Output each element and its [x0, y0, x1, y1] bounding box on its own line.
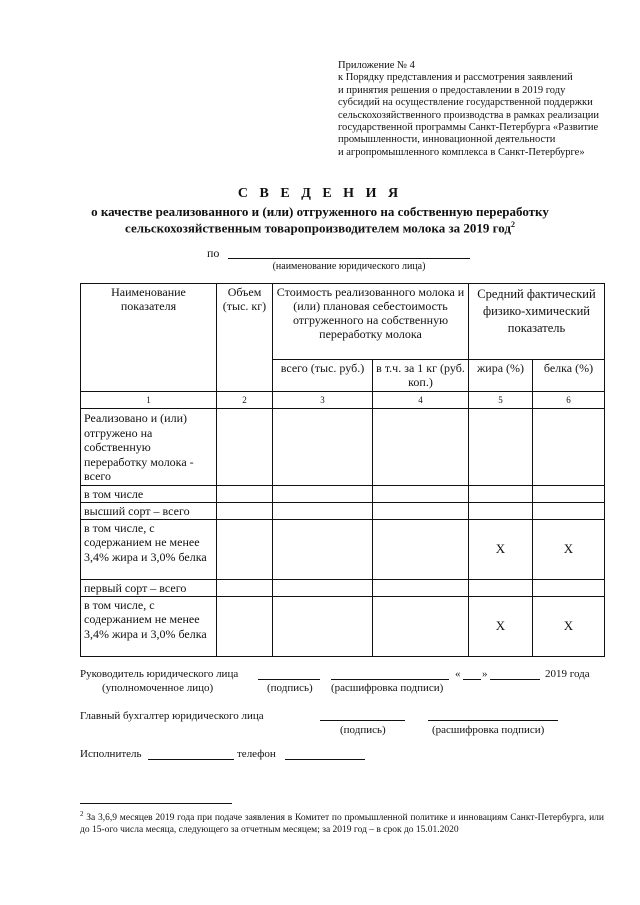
- appendix-block: [338, 60, 638, 159]
- appendix-line: и агропромышленного комплекса в Санкт-Петербурге»: [338, 146, 585, 158]
- table-row: [81, 579, 605, 596]
- col-number: 4: [373, 392, 469, 409]
- footnote-rule: [80, 803, 232, 804]
- date-close-quote: »: [482, 668, 488, 680]
- header-volume: Объем (тыс. кг): [217, 284, 273, 392]
- appendix-line: субсидий на осуществление государственной поддержки: [338, 97, 593, 109]
- col-number: 3: [273, 392, 373, 409]
- appendix-line: сельскохозяйственного производства в рамках реализации: [338, 109, 599, 121]
- data-cell[interactable]: [273, 502, 373, 519]
- date-day-field[interactable]: [463, 679, 481, 680]
- data-cell[interactable]: [217, 596, 273, 656]
- table-row: [81, 409, 605, 486]
- header-protein: белка (%): [533, 360, 605, 392]
- data-cell[interactable]: [373, 409, 469, 486]
- data-cell[interactable]: [533, 502, 605, 519]
- data-cell[interactable]: [217, 579, 273, 596]
- col-number: 1: [81, 392, 217, 409]
- signature-caption: (подпись): [340, 724, 386, 736]
- data-cell[interactable]: [469, 502, 533, 519]
- decode-caption: (расшифровка подписи): [331, 682, 444, 694]
- appendix-line: промышленности, инновационной деятельности: [338, 134, 556, 146]
- subtitle-text: сельскохозяйственным товаропроизводителем молока за 2019 год: [125, 220, 511, 236]
- data-cell[interactable]: [217, 502, 273, 519]
- signature-caption: (подпись): [267, 682, 313, 694]
- row-label: первый сорт – всего: [81, 579, 217, 596]
- data-cell[interactable]: [373, 596, 469, 656]
- data-cell[interactable]: [373, 519, 469, 579]
- data-cell[interactable]: [373, 579, 469, 596]
- data-cell[interactable]: [273, 409, 373, 486]
- row-label: Реализовано и (или) отгружено на собственную переработку молока - всего: [81, 409, 217, 486]
- data-cell[interactable]: [273, 519, 373, 579]
- row-label: в том числе, с содержанием не менее 3,4% жира и 3,0% белка: [81, 596, 217, 656]
- head-sub-label: (уполномоченное лицо): [102, 682, 214, 694]
- data-cell[interactable]: [469, 409, 533, 486]
- data-cell[interactable]: [469, 485, 533, 502]
- col-number: 2: [217, 392, 273, 409]
- data-cell[interactable]: [273, 579, 373, 596]
- data-cell[interactable]: [533, 485, 605, 502]
- x-mark: X: [533, 596, 605, 656]
- row-label: высший сорт – всего: [81, 502, 217, 519]
- date-month-field[interactable]: [490, 679, 540, 680]
- col-number: 6: [533, 392, 605, 409]
- header-cost: Стоимость реализованного молока и (или) плановая себестоимость отгруженного на собственную переработку молока: [273, 284, 469, 360]
- x-mark: X: [469, 519, 533, 579]
- accountant-label: Главный бухгалтер юридического лица: [80, 710, 264, 722]
- data-cell[interactable]: [469, 579, 533, 596]
- data-cell[interactable]: [217, 485, 273, 502]
- appendix-line: и принятия решения о предоставлении в 2019 году: [338, 84, 566, 96]
- milk-quality-table: [80, 283, 605, 657]
- header-fat: жира (%): [469, 360, 533, 392]
- footnote-ref: 2: [510, 220, 515, 229]
- date-open-quote: «: [455, 668, 461, 680]
- table-row: [81, 502, 605, 519]
- date-year: 2019 года: [545, 668, 590, 680]
- accountant-decode-field[interactable]: [428, 720, 558, 721]
- accountant-signature-field[interactable]: [320, 720, 405, 721]
- phone-label: телефон: [237, 748, 276, 760]
- org-prefix: по: [207, 246, 220, 260]
- document-subtitle-line2: [0, 220, 640, 236]
- header-cost-per-kg: в т.ч. за 1 кг (руб. коп.): [373, 360, 469, 392]
- appendix-line: к Порядку представления и рассмотрения заявлений: [338, 72, 573, 84]
- data-cell[interactable]: [273, 596, 373, 656]
- phone-field[interactable]: [285, 759, 365, 760]
- x-mark: X: [533, 519, 605, 579]
- appendix-line: Приложение № 4: [338, 60, 415, 71]
- executor-name-field[interactable]: [148, 759, 234, 760]
- data-cell[interactable]: [533, 409, 605, 486]
- document-subtitle-line1: о качестве реализованного и (или) отгруженного на собственную переработку: [91, 204, 549, 219]
- data-cell[interactable]: [273, 485, 373, 502]
- appendix-line: государственной программы Санкт-Петербурга «Развитие: [338, 122, 599, 134]
- head-signature-field[interactable]: [258, 679, 320, 680]
- data-cell[interactable]: [533, 579, 605, 596]
- data-cell[interactable]: [373, 502, 469, 519]
- org-name-caption: (наименование юридического лица): [272, 261, 426, 272]
- table-row: [81, 519, 605, 579]
- head-label: Руководитель юридического лица: [80, 668, 239, 680]
- footnote: [80, 808, 604, 836]
- footnote-text: За 3,6,9 месяцев 2019 года при подаче заявления в Комитет по промышленной политике и инновациям Санкт-Петербурга, или до 15-ого числа месяца, следующего за отчетным месяцем; за 2019 год – в срок до 15.01.2020: [80, 813, 605, 836]
- col-number: 5: [469, 392, 533, 409]
- table-row: [81, 485, 605, 502]
- header-average: Средний фактический физико-химический показатель: [469, 284, 605, 360]
- org-name-field[interactable]: [228, 258, 470, 259]
- x-mark: X: [469, 596, 533, 656]
- document-heading: С В Е Д Е Н И Я: [237, 186, 403, 201]
- data-cell[interactable]: [373, 485, 469, 502]
- row-label: в том числе: [81, 485, 217, 502]
- row-label: в том числе, с содержанием не менее 3,4% жира и 3,0% белка: [81, 519, 217, 579]
- head-decode-field[interactable]: [331, 679, 449, 680]
- data-cell[interactable]: [217, 519, 273, 579]
- footnote-mark: 2: [80, 810, 84, 818]
- header-indicator: Наименование показателя: [81, 284, 217, 392]
- table-row: [81, 596, 605, 656]
- header-cost-total: всего (тыс. руб.): [273, 360, 373, 392]
- executor-label: Исполнитель: [80, 748, 142, 760]
- decode-caption: (расшифровка подписи): [432, 724, 545, 736]
- data-cell[interactable]: [217, 409, 273, 486]
